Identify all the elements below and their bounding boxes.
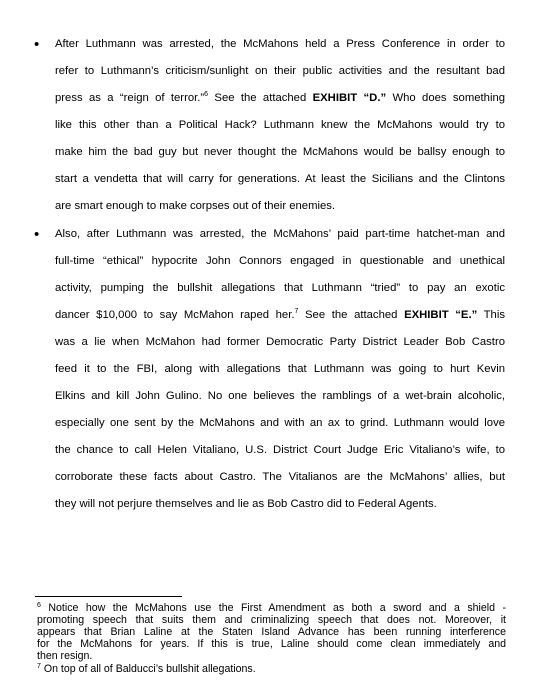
footnote-6-line-3: appears that Brian Laline at the Staten Island Advance has been running interference — [37, 626, 506, 638]
p1-line-4: like this other than a Political Hack? Luthmann knew the McMahons would try to — [55, 119, 505, 131]
p2-line-8: especially one sent by the McMahons and with an ax to grind. Luthmann would love — [55, 417, 505, 429]
p1-line-3-text-b: See the attached — [208, 92, 313, 104]
bullet-1: • — [34, 36, 40, 53]
p1-line-2: refer to Luthmann’s criticism/sunlight on their public activities and the resultant bad — [55, 65, 505, 77]
p2-line-4-text-b: See the attached — [298, 309, 405, 321]
p1-line-6: start a vendetta that will carry for generations. At least the Sicilians and the Clintons — [55, 173, 505, 185]
p2-line-11: they will not perjure themselves and lie as Bob Castro did to Federal Agents. — [55, 498, 437, 510]
p2-line-5: was a lie when McMahon had former Democratic Party District Leader Bob Castro — [55, 336, 505, 348]
footnote-separator — [35, 596, 182, 597]
p1-line-3-text-d: Who does something — [386, 92, 506, 104]
p2-line-4-text-d: This — [477, 309, 506, 321]
footnote-7-text: On top of all of Balducci’s bullshit allegations. — [40, 663, 256, 675]
footnote-6-text-1: Notice how the McMahons use the First Amendment as both a sword and a shield - — [40, 602, 506, 614]
footnote-ref-6: 6 — [204, 91, 209, 98]
footnote-6-line-4: for the McMahons for years. If this is true, Laline should come clean immediately and — [37, 638, 506, 650]
p2-line-10: corroborate these facts about Castro. The Vitalianos are the McMahons’ allies, but — [55, 471, 505, 483]
p2-line-4-text-a: dancer $10,000 to say McMahon raped her. — [55, 309, 295, 321]
footnote-7-line-1 — [37, 663, 506, 675]
p1-line-5: make him the bad guy but never thought the McMahons would be ballsy enough to — [55, 146, 505, 158]
p1-line-3 — [55, 91, 505, 105]
p1-line-1: After Luthmann was arrested, the McMahons held a Press Conference in order to — [55, 38, 505, 50]
footnote-6-line-5: then resign. — [37, 650, 93, 662]
p2-line-1: Also, after Luthmann was arrested, the McMahons’ paid part-time hatchet-man and — [55, 228, 505, 240]
p2-line-4 — [55, 308, 505, 322]
p2-line-3: activity, pumping the bullshit allegations that Luthmann “tried” to pay an exotic — [55, 282, 505, 294]
footnote-6-line-2: promoting speech that suits them and criminalizing speech that does not. Moreover, it — [37, 614, 506, 626]
p2-line-2: full-time “ethical” hypocrite John Connors engaged in questionable and unethical — [55, 255, 505, 267]
p2-line-6: feed it to the FBI, along with allegations that Luthmann was going to hurt Kevin — [55, 363, 505, 375]
footnote-6-number: 6 — [37, 602, 41, 609]
exhibit-e-label: EXHIBIT “E.” — [404, 309, 478, 321]
exhibit-d-label: EXHIBIT “D.” — [312, 92, 387, 104]
p2-line-7: Elkins and kill John Gulino. No one believes the ramblings of a wet-brain alcoholic, — [55, 390, 505, 402]
footnote-6-line-1 — [37, 602, 506, 614]
p2-line-9: the chance to call Helen Vitaliano, U.S. District Court Judge Eric Vitaliano’s wife, to — [55, 444, 505, 456]
p1-line-3-text-a: press as a “reign of terror.” — [55, 92, 205, 104]
footnote-7-number: 7 — [37, 663, 41, 670]
bullet-2: • — [34, 226, 40, 243]
p1-line-7: are smart enough to make corpses out of their enemies. — [55, 200, 336, 212]
footnote-ref-7: 7 — [294, 308, 299, 315]
